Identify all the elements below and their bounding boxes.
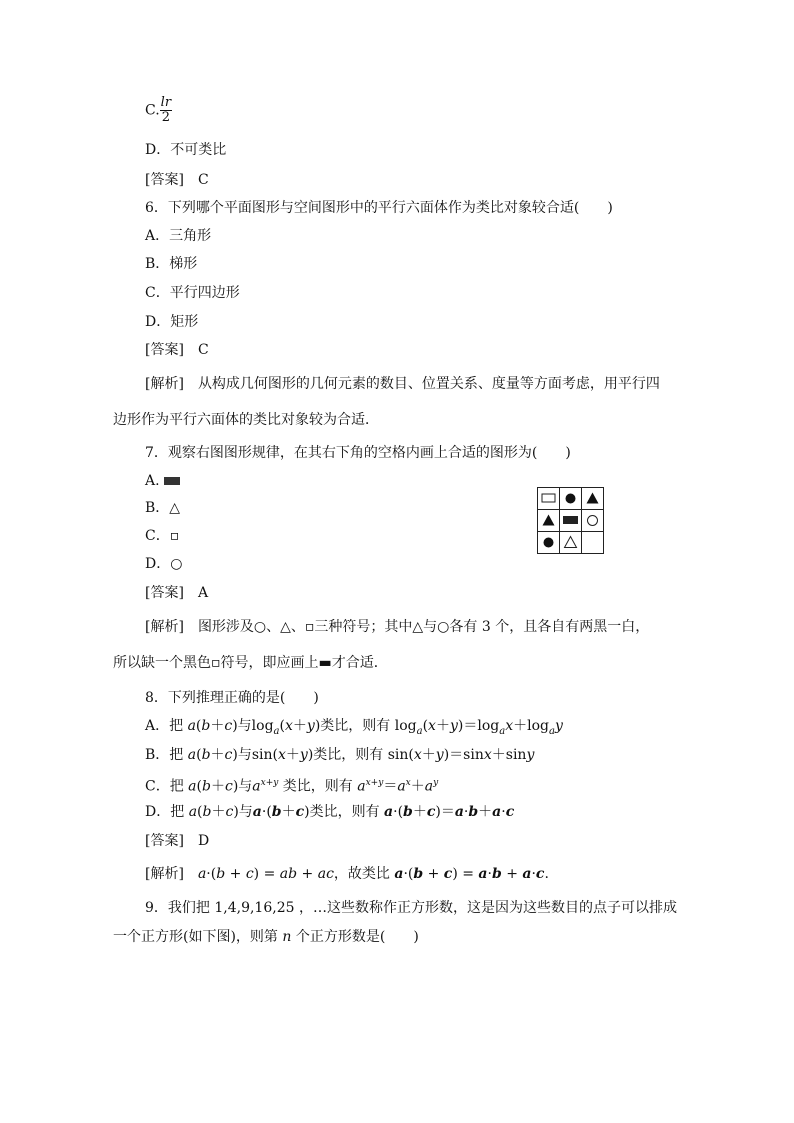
option-c-q7: C．▫	[145, 528, 180, 544]
analysis-q8: [解析] a·(b + c) = ab + ac，故类比 a·(b + c) = a·b + a·c.	[145, 866, 549, 882]
option-d-q7: D．○	[145, 556, 183, 572]
analysis-q7-line1: [解析] 图形涉及○、△、▫三种符号；其中△与○各有 3 个，且各自有两黑一白，	[145, 619, 650, 635]
option-d-q8: D．把 a(b＋c)与a·(b＋c)类比，则有 a·(b＋c)＝a·b＋a·c	[145, 804, 515, 820]
black-rectangle-icon	[164, 477, 180, 485]
question-8-stem: 8．下列推理正确的是( )	[145, 690, 319, 706]
option-c-q5: C. $\frac{lr}{2}$	[145, 95, 172, 125]
black-rectangle-icon	[563, 516, 578, 524]
option-d-q5: D．不可类比	[145, 142, 227, 158]
white-circle-icon	[588, 516, 598, 526]
option-b-q6: B．梯形	[145, 256, 198, 272]
question-9-stem-line1: 9．我们把 1,4,9,16,25 ，…这些数称作正方形数，这是因为这些数目的点子可以排成	[145, 900, 677, 916]
black-circle-icon	[566, 494, 576, 504]
option-d-q6: D．矩形	[145, 314, 199, 330]
black-triangle-icon	[587, 493, 599, 504]
question-6-stem: 6．下列哪个平面图形与空间图形中的平行六面体作为类比对象较合适( )	[145, 200, 613, 216]
analysis-q6-line2: 边形作为平行六面体的类比对象较为合适．	[113, 412, 379, 428]
analysis-q6-line1: [解析] 从构成几何图形的几何元素的数目、位置关系、度量等方面考虑，用平行四	[145, 376, 660, 392]
answer-q8: [答案] D	[145, 833, 210, 849]
answer-q7: [答案] A	[145, 585, 209, 601]
black-triangle-icon	[543, 515, 555, 526]
black-circle-icon	[544, 538, 554, 548]
option-a-q8: A．把 a(b＋c)与$\log_a(x+y)$类比，则有 $\log_a(x+y)=\log_ax+\log_ay$	[145, 718, 563, 737]
answer-q5: [答案] C	[145, 172, 209, 188]
question-7-stem: 7．观察右图图形规律，在其右下角的空格内画上合适的图形为( )	[145, 445, 571, 461]
shape-pattern-grid	[537, 487, 605, 555]
white-triangle-icon	[565, 537, 577, 548]
white-rectangle-icon	[542, 494, 555, 502]
option-c-q6: C．平行四边形	[145, 285, 240, 301]
option-c-q8: C．把 a(b＋c)与$a^{x+y}$ 类比，则有 $a^{x+y}=a^x+a^y$	[145, 778, 439, 795]
option-b-q8: B．把 a(b＋c)与sin(x＋y)类比，则有 sin(x＋y)＝sinx＋siny	[145, 747, 535, 763]
fraction-lr-over-2: $\frac{lr}{2}$	[160, 95, 172, 125]
analysis-q7-line2: 所以缺一个黑色▫符号，即应画上▬才合适．	[113, 655, 388, 671]
answer-q6: [答案] C	[145, 342, 209, 358]
option-a-q6: A．三角形	[145, 228, 212, 244]
question-9-stem-line2: 一个正方形(如下图)，则第 n 个正方形数是( )	[113, 929, 419, 945]
option-a-q7: A.	[145, 471, 180, 491]
option-b-q7: B．△	[145, 500, 181, 516]
